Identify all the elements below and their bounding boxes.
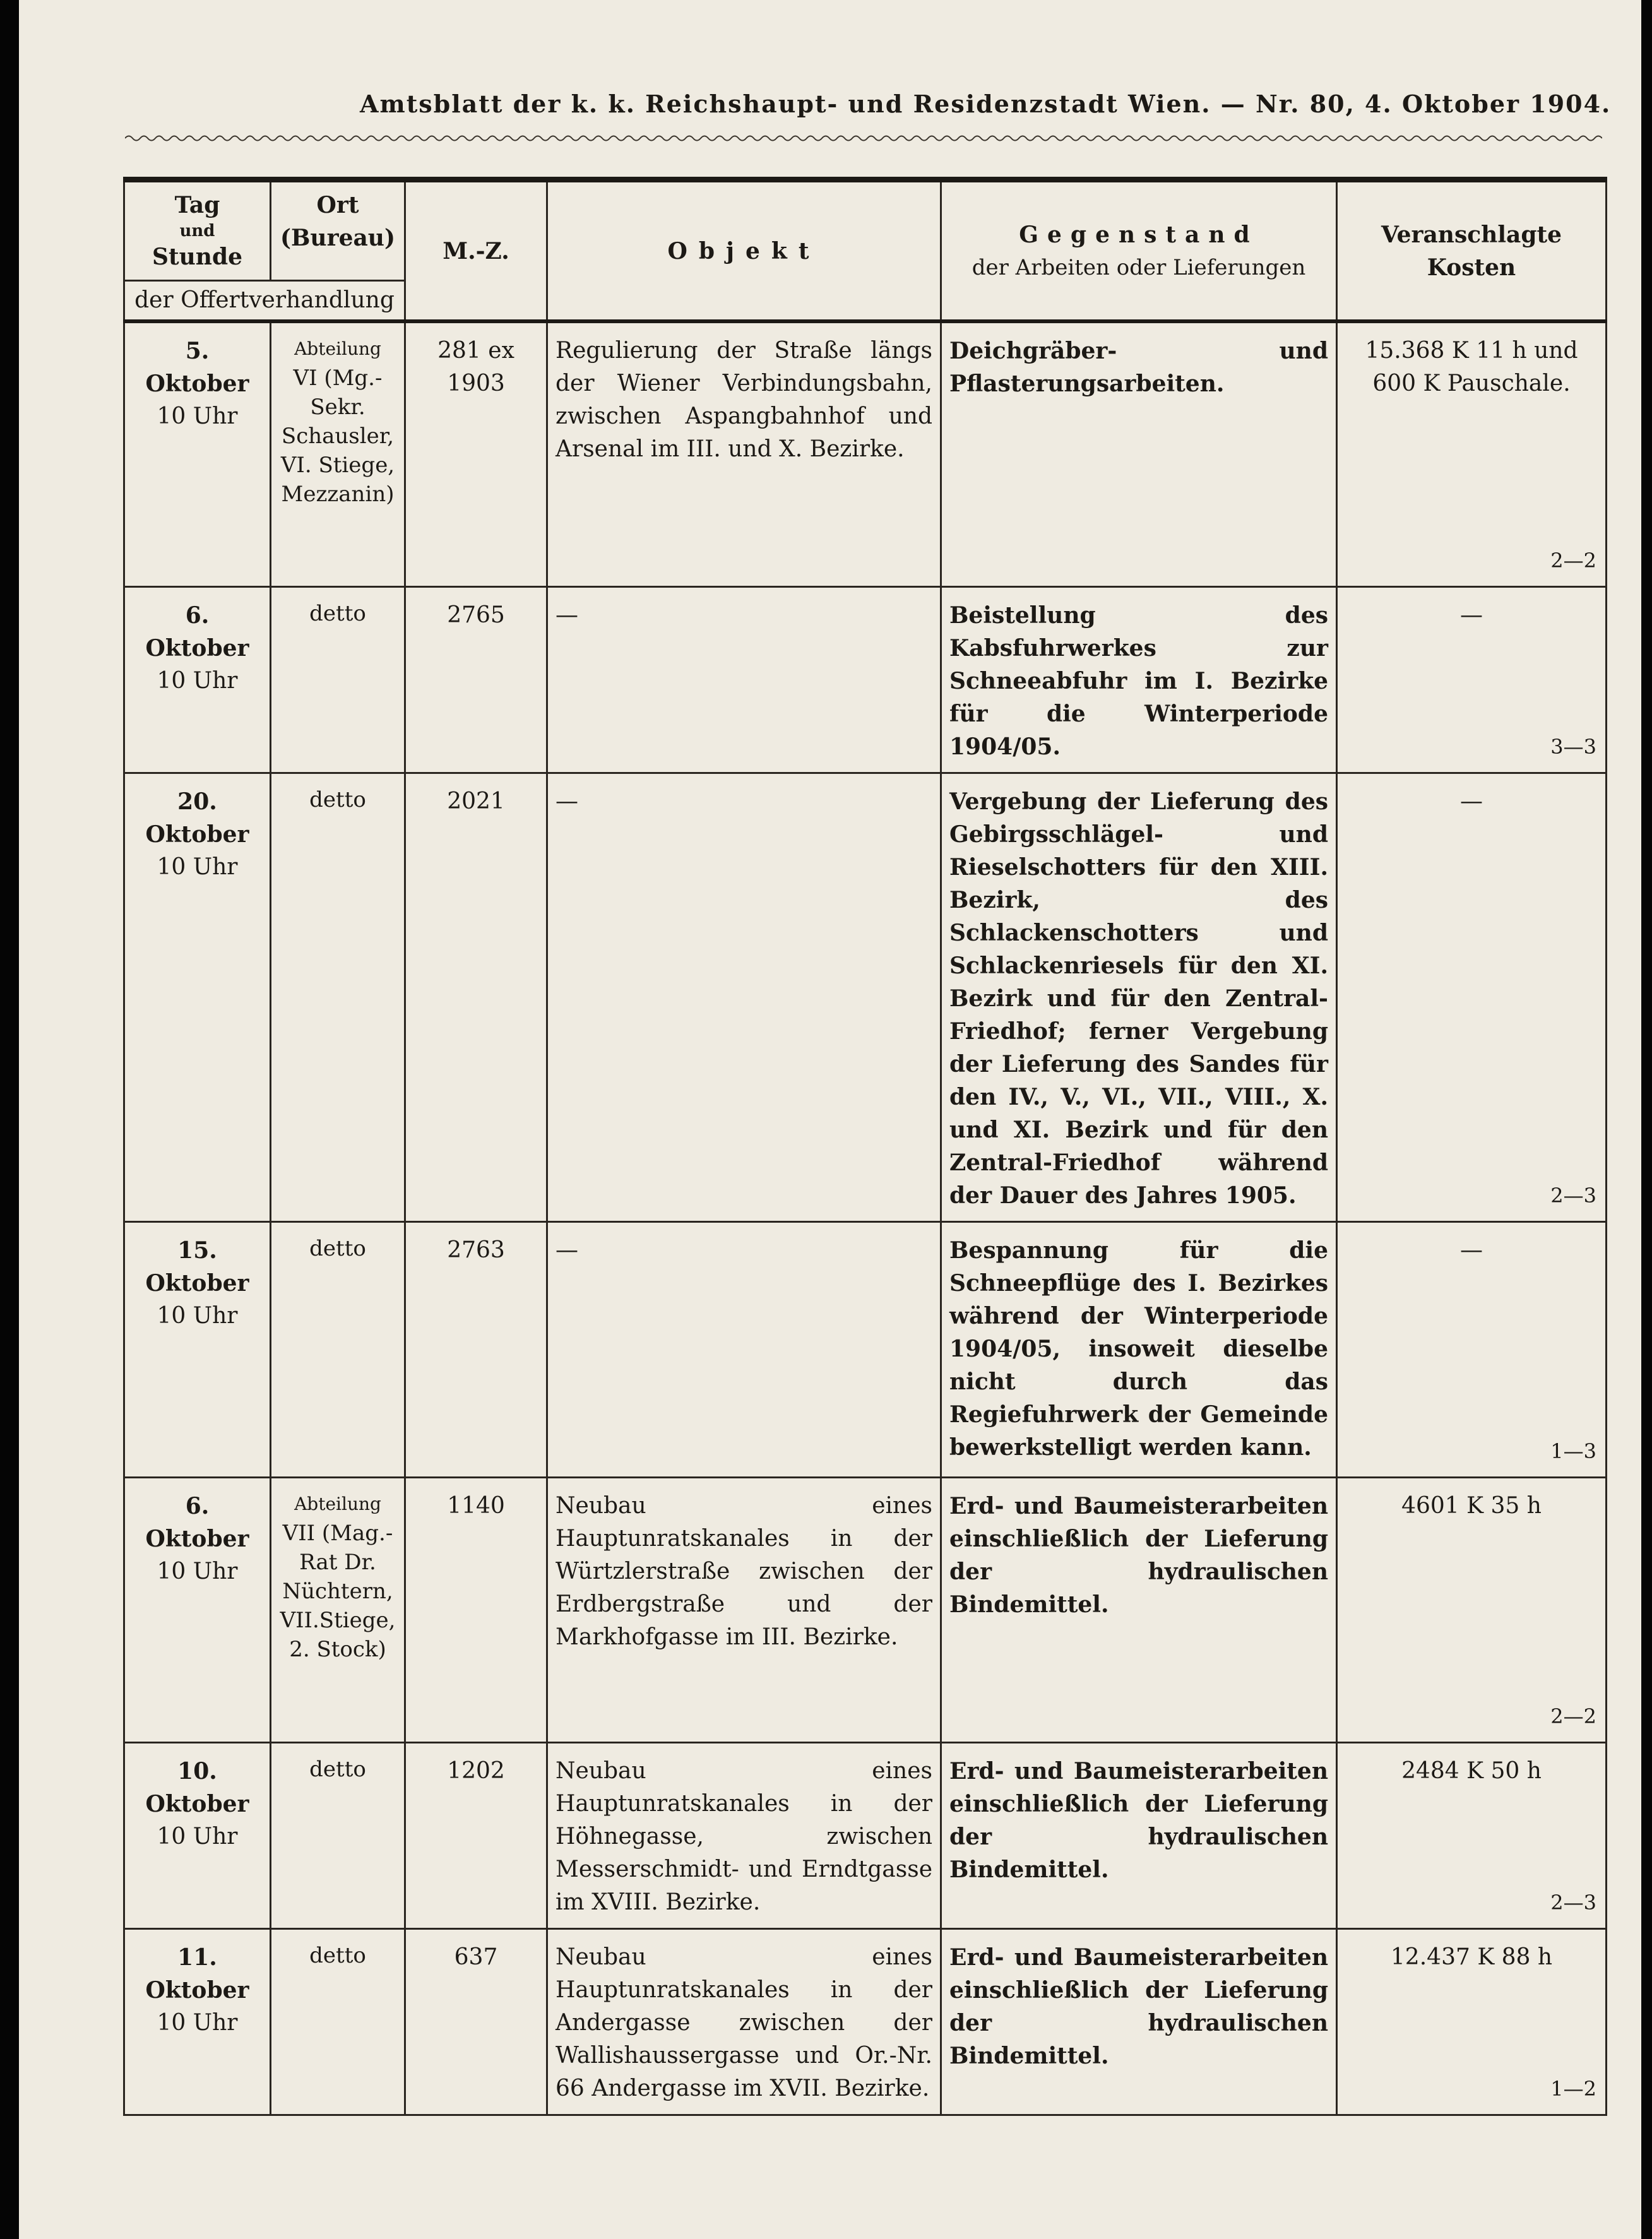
kosten-cell: 2484 K 50 h 2—3 [1337, 1742, 1607, 1928]
mz-cell: 2763 [405, 1221, 547, 1477]
bureau-cell: detto [271, 1742, 405, 1928]
objekt-cell: Neubau eines Hauptunratskanales in der Höhnegasse, zwischen Messerschmidt- und Erndtgasse im XVIII. Bezirke. [547, 1742, 941, 1928]
gegenstand-cell: Erd- und Baumeisterarbeiten einschließlich der Lieferung der hydraulischen Bindemittel. [941, 1742, 1337, 1928]
table-row [124, 321, 1607, 586]
kosten-cell: 12.437 K 88 h 1—2 [1337, 1928, 1607, 2115]
date-cell: 20. Oktober 10 Uhr [124, 773, 271, 1221]
date-cell: 5. Oktober 10 Uhr [124, 321, 271, 586]
reference-number: 2—2 [1550, 1704, 1596, 1728]
document-page [19, 0, 1641, 2239]
objekt-cell: — [547, 1221, 941, 1477]
gegenstand-cell: Deichgräber- und Pflasterungsarbeiten. [941, 321, 1337, 586]
table-row [124, 1742, 1607, 1928]
objekt-cell: Neubau eines Hauptunratskanales in der Würtzlerstraße zwischen der Erdbergstraße und der Markhofgasse im III. Bezirke. [547, 1477, 941, 1742]
table-row [124, 1928, 1607, 2115]
kosten-cell: 4601 K 35 h 2—2 [1337, 1477, 1607, 1742]
mz-cell: 1202 [405, 1742, 547, 1928]
reference-number: 2—3 [1550, 1183, 1596, 1208]
mz-cell: 2021 [405, 773, 547, 1221]
decorative-wavy-rule [125, 133, 1602, 144]
date-cell: 15. Oktober 10 Uhr [124, 1221, 271, 1477]
gegenstand-cell: Erd- und Baumeisterarbeiten einschließlich der Lieferung der hydraulischen Bindemittel. [941, 1928, 1337, 2115]
gegenstand-cell: Bespannung für die Schneepflüge des I. Bezirkes während der Winterperiode 1904/05, insoweit dieselbe nicht durch das Regiefuhrwerk der Gemeinde bewerkstelligt werden kann. [941, 1221, 1337, 1477]
header-offertverhandlung: der Offertverhandlung [124, 281, 405, 322]
reference-number: 1—2 [1550, 2076, 1596, 2101]
date-cell: 6. Oktober 10 Uhr [124, 586, 271, 773]
date-cell: 6. Oktober 10 Uhr [124, 1477, 271, 1742]
gegenstand-cell: Erd- und Baumeisterarbeiten einschließlich der Lieferung der hydraulischen Bindemittel. [941, 1477, 1337, 1742]
tender-table [123, 177, 1605, 2116]
kosten-cell: — 2—3 [1337, 773, 1607, 1221]
header-mz: M.-Z. [405, 180, 547, 322]
bureau-cell: detto [271, 773, 405, 1221]
mz-cell: 2765 [405, 586, 547, 773]
objekt-cell: Neubau eines Hauptunratskanales in der Andergasse zwischen der Wallishaussergasse und Or.-Nr. 66 Andergasse im XVII. Bezirke. [547, 1928, 941, 2115]
table-row [124, 1221, 1607, 1477]
kosten-cell: 15.368 K 11 h und 600 K Pauschale. 2—2 [1337, 321, 1607, 586]
mz-cell: 1140 [405, 1477, 547, 1742]
reference-number: 2—3 [1550, 1890, 1596, 1915]
bureau-cell: Abteilung VII (Mag.-Rat Dr. Nüchtern, VII.Stiege, 2. Stock) [271, 1477, 405, 1742]
date-cell: 10. Oktober 10 Uhr [124, 1742, 271, 1928]
header-gegenstand: Gegenstand der Arbeiten oder Lieferungen [941, 180, 1337, 322]
objekt-cell: — [547, 773, 941, 1221]
objekt-cell: Regulierung der Straße längs der Wiener Verbindungsbahn, zwischen Aspangbahnhof und Arsenal im III. und X. Bezirke. [547, 321, 941, 586]
header-kosten: Veranschlagte Kosten [1337, 180, 1607, 322]
date-cell: 11. Oktober 10 Uhr [124, 1928, 271, 2115]
header-tag-stunde: Tag und Stunde [124, 180, 271, 281]
header-objekt: Objekt [547, 180, 941, 322]
gegenstand-cell: Vergebung der Lieferung des Gebirgsschlägel- und Rieselschotters für den XIII. Bezirk, des Schlackenschotters und Schlackenriesels für den XI. Bezirk und für den Zentral-Friedhof; ferner Vergebung der Lieferung des Sandes für den IV., V., VI., VII., VIII., X. und XI. Bezirk und für den Zentral-Friedhof während der Dauer des Jahres 1905. [941, 773, 1337, 1221]
reference-number: 2—2 [1550, 548, 1596, 573]
table-row [124, 586, 1607, 773]
mz-cell: 637 [405, 1928, 547, 2115]
page-header: Amtsblatt der k. k. Reichshaupt- und Residenzstadt Wien. — Nr. 80, 4. Oktober 1904. [360, 90, 1612, 118]
header-ort-bureau: Ort (Bureau) [271, 180, 405, 281]
reference-number: 3—3 [1550, 734, 1596, 759]
table-row [124, 1477, 1607, 1742]
bureau-cell: detto [271, 1221, 405, 1477]
objekt-cell: — [547, 586, 941, 773]
gegenstand-cell: Beistellung des Kabsfuhrwerkes zur Schneeabfuhr im I. Bezirke für die Winterperiode 1904/05. [941, 586, 1337, 773]
mz-cell: 281 ex 1903 [405, 321, 547, 586]
bureau-cell: detto [271, 586, 405, 773]
bureau-cell: Abteilung VI (Mg.-Sekr. Schausler, VI. Stiege, Mezzanin) [271, 321, 405, 586]
bureau-cell: detto [271, 1928, 405, 2115]
kosten-cell: — 3—3 [1337, 586, 1607, 773]
kosten-cell: — 1—3 [1337, 1221, 1607, 1477]
reference-number: 1—3 [1550, 1439, 1596, 1463]
table-row [124, 773, 1607, 1221]
